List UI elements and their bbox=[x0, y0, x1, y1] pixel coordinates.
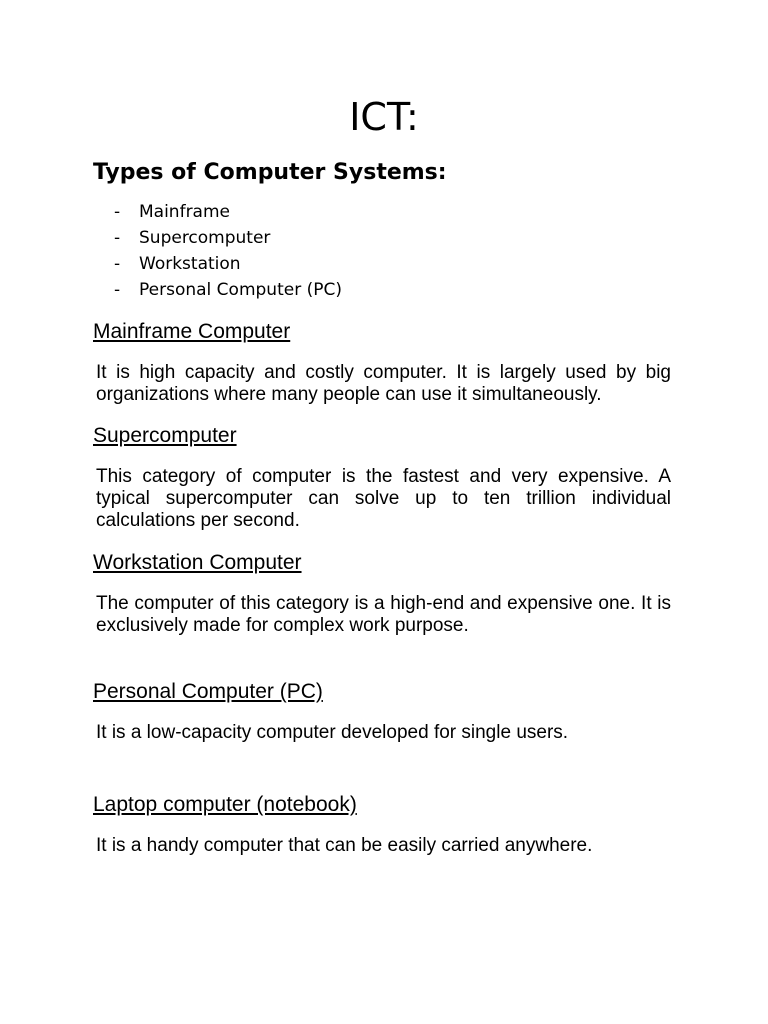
list-dash: - bbox=[114, 280, 121, 300]
section-body-workstation: The computer of this category is a high-end and expensive one. It is exclusively made for complex work purpose. bbox=[96, 593, 671, 636]
section-heading-mainframe: Mainframe Computer bbox=[93, 320, 291, 343]
list-item bbox=[114, 251, 342, 277]
page-title: ICT: bbox=[349, 95, 419, 139]
list-item-label: Supercomputer bbox=[139, 228, 271, 248]
list-dash: - bbox=[114, 202, 121, 222]
list-item bbox=[114, 225, 342, 251]
types-heading: Types of Computer Systems: bbox=[93, 160, 447, 185]
section-body-mainframe: It is high capacity and costly computer. It is largely used by big organizations where many people can use it simultaneously. bbox=[96, 362, 671, 405]
section-heading-personal-computer: Personal Computer (PC) bbox=[93, 680, 323, 703]
types-list bbox=[114, 199, 342, 303]
list-item bbox=[114, 277, 342, 303]
list-item bbox=[114, 199, 342, 225]
list-dash: - bbox=[114, 228, 121, 248]
list-dash: - bbox=[114, 254, 121, 274]
section-heading-supercomputer: Supercomputer bbox=[93, 424, 237, 447]
list-item-label: Personal Computer (PC) bbox=[139, 280, 342, 300]
section-heading-laptop: Laptop computer (notebook) bbox=[93, 793, 357, 816]
section-heading-workstation: Workstation Computer bbox=[93, 551, 302, 574]
list-item-label: Mainframe bbox=[139, 202, 230, 222]
section-body-supercomputer: This category of computer is the fastest and very expensive. A typical supercomputer can solve up to ten trillion individual calculations per second. bbox=[96, 466, 671, 531]
section-body-personal-computer: It is a low-capacity computer developed for single users. bbox=[96, 722, 569, 743]
section-body-laptop: It is a handy computer that can be easily carried anywhere. bbox=[96, 835, 593, 856]
list-item-label: Workstation bbox=[139, 254, 241, 274]
